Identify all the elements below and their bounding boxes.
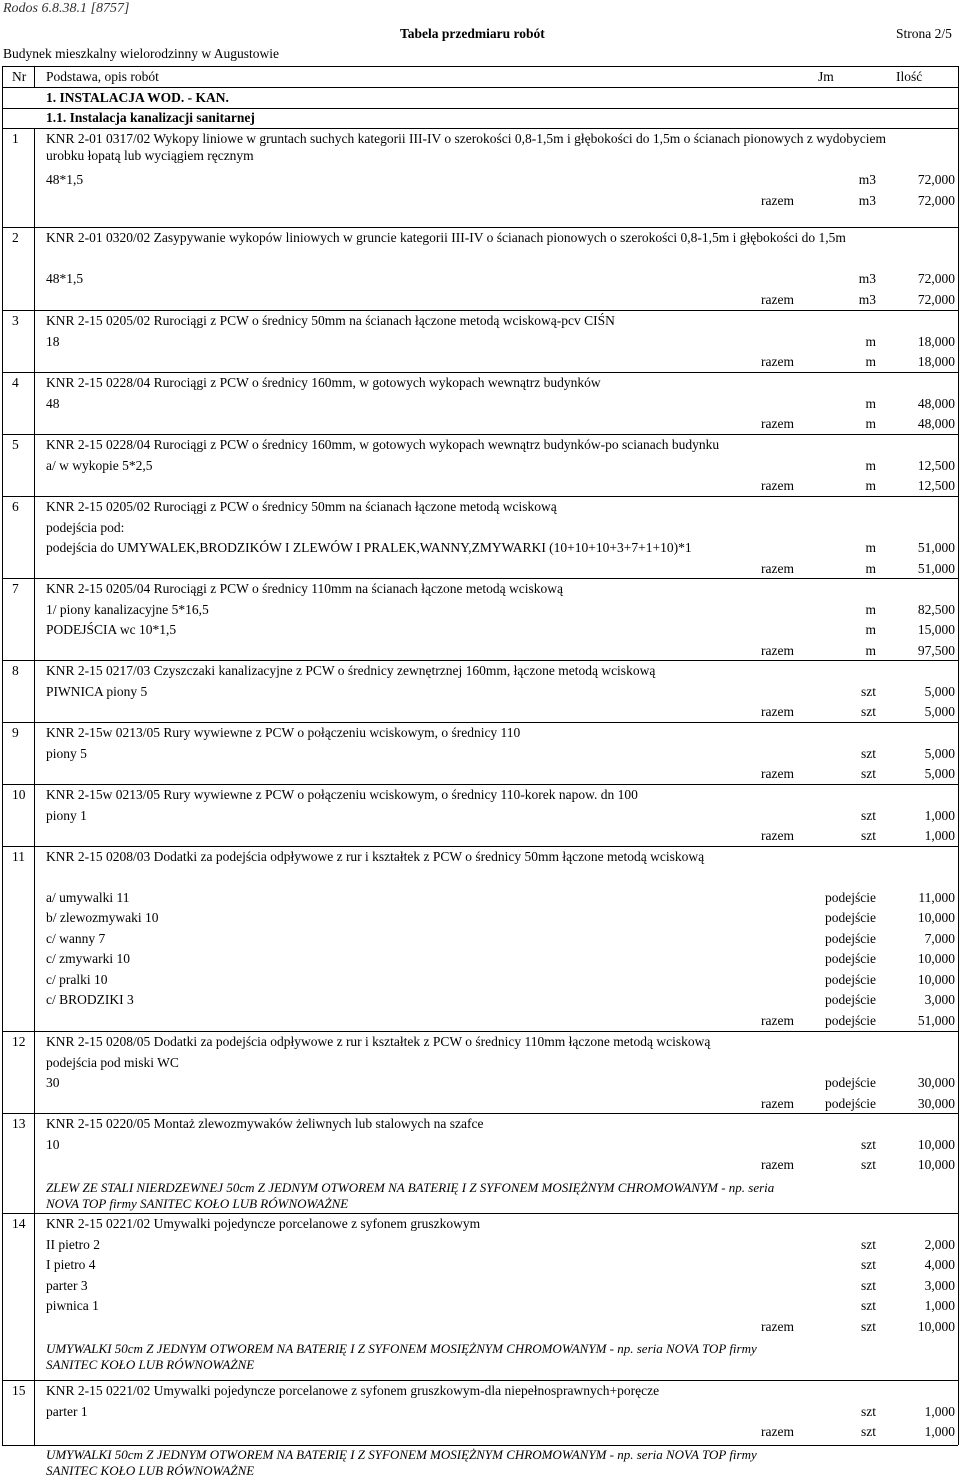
measurement-unit: podejście <box>825 992 876 1007</box>
measurement-line: 18 <box>46 333 60 349</box>
total-unit: podejście <box>825 1012 876 1028</box>
item-description: KNR 2-15 0208/03 Dodatki za podejścia odpływowe z rur i kształtek z PCW o średnicy 50mm łączone metodą wciskową <box>46 849 705 864</box>
building-name: Budynek mieszkalny wielorodzinny w Augustowie <box>3 46 279 61</box>
measurement-qty: 48,000 <box>917 395 955 411</box>
section-heading: 1. INSTALACJA WOD. - KAN. <box>46 90 229 105</box>
item-description: KNR 2-01 0320/02 Zasypywanie wykopów liniowych w gruncie kategorii III-IV o ścianach pionowych o szerokości 0,8-1,5m i głębokości do 1,5m <box>46 230 846 245</box>
item-divider <box>2 1031 958 1032</box>
measurement-unit: m3 <box>858 172 876 187</box>
measurement-unit: szt <box>861 683 876 699</box>
total-unit: m <box>865 416 876 431</box>
measurement-line: podejścia pod miski WC <box>46 1054 179 1070</box>
measurement-qty: 3,000 <box>924 1277 955 1293</box>
item-description: KNR 2-15 0208/05 Dodatki za podejścia odpływowe z rur i kształtek z PCW o średnicy 110mm łączone metodą wciskową <box>46 1034 711 1049</box>
measurement-unit: szt <box>861 1403 876 1419</box>
measurement-unit: podejście <box>825 930 876 946</box>
app-label: Rodos 6.8.38.1 [8757] <box>3 1 130 16</box>
total-label: razem <box>761 1318 794 1334</box>
measurement-unit: szt <box>861 1257 876 1272</box>
item-number: 2 <box>12 230 19 245</box>
total-unit: m3 <box>858 291 876 307</box>
measurement-line: 48*1,5 <box>46 271 84 286</box>
total-unit: szt <box>861 704 876 719</box>
item-number: 1 <box>12 131 19 146</box>
header-bottom-border <box>2 87 958 88</box>
total-unit: szt <box>861 1157 876 1172</box>
measurement-unit: m <box>865 457 876 473</box>
total-qty: 10,000 <box>917 1157 955 1172</box>
page-number: Strona 2/5 <box>896 26 952 41</box>
measurement-line: PIWNICA piony 5 <box>46 683 148 699</box>
item-divider <box>2 1113 958 1114</box>
item-divider <box>2 722 958 723</box>
item-description: KNR 2-01 0317/02 Wykopy liniowe w gruntach suchych kategorii III-IV o szerokości 0,8-1,5m i głębokości do 1,5m o ścianach pionowych z wydobyciem urobku łopatą lub wyciągiem ręcznym <box>46 131 887 163</box>
measurement-qty: 4,000 <box>924 1257 955 1272</box>
total-unit: m <box>865 354 876 369</box>
measurement-unit: m <box>865 622 876 637</box>
item-description: KNR 2-15w 0213/05 Rury wywiewne z PCW o połączeniu wciskowym, o średnicy 110 <box>46 725 521 740</box>
total-label: razem <box>761 560 794 576</box>
measurement-line: piwnica 1 <box>46 1298 99 1313</box>
measurement-line: a/ umywalki 11 <box>46 889 130 905</box>
total-qty: 12,500 <box>917 478 955 493</box>
item-divider <box>2 310 958 311</box>
total-unit: szt <box>861 1424 876 1439</box>
measurement-unit: m <box>865 540 876 555</box>
item-number: 14 <box>12 1216 26 1231</box>
measurement-unit: podejście <box>825 971 876 987</box>
measurement-line: piony 5 <box>46 745 87 761</box>
measurement-qty: 10,000 <box>917 971 955 987</box>
total-qty: 1,000 <box>924 1424 955 1439</box>
measurement-qty: 30,000 <box>917 1075 955 1090</box>
section-divider <box>2 128 958 129</box>
measurement-qty: 5,000 <box>924 745 955 761</box>
item-description: KNR 2-15 0228/04 Rurociągi z PCW o średnicy 160mm, w gotowych wykopach wewnątrz budynków-po scianach budynku <box>46 437 720 452</box>
item-description: KNR 2-15 0217/03 Czyszczaki kanalizacyjne z PCW o średnicy zewnętrznej 160mm, łączone metodą wciskową <box>46 663 656 678</box>
item-number: 6 <box>12 499 19 514</box>
measurement-qty: 5,000 <box>924 683 955 699</box>
item-number: 5 <box>12 437 19 452</box>
measurement-line: 1/ piony kanalizacyjne 5*16,5 <box>46 601 209 617</box>
total-label: razem <box>761 828 794 843</box>
total-label: razem <box>761 478 794 493</box>
measurement-line: c/ pralki 10 <box>46 971 108 987</box>
column-header-nr: Nr <box>12 69 27 84</box>
measurement-unit: podejście <box>825 910 876 925</box>
item-number: 15 <box>12 1383 26 1398</box>
total-unit: m3 <box>858 192 876 208</box>
total-unit: szt <box>861 766 876 781</box>
measurement-line: a/ w wykopie 5*2,5 <box>46 457 153 473</box>
measurement-qty: 1,000 <box>924 807 955 823</box>
measurement-unit: szt <box>861 1236 876 1252</box>
total-label: razem <box>761 192 794 208</box>
item-divider <box>2 1380 958 1381</box>
column-header-unit: Jm <box>818 69 834 84</box>
item-description: KNR 2-15 0221/02 Umywalki pojedyncze porcelanowe z syfonem gruszkowym <box>46 1216 481 1231</box>
measurement-qty: 82,500 <box>917 601 955 617</box>
measurement-unit: m <box>865 601 876 617</box>
total-unit: podejście <box>825 1095 876 1111</box>
measurement-unit: m <box>865 395 876 411</box>
measurement-qty: 10,000 <box>917 1136 955 1152</box>
measurement-qty: 2,000 <box>924 1236 955 1252</box>
measurement-line: b/ zlewozmywaki 10 <box>46 910 159 925</box>
item-divider <box>2 784 958 785</box>
measurement-qty: 7,000 <box>924 930 955 946</box>
total-qty: 30,000 <box>917 1095 955 1111</box>
total-label: razem <box>761 1095 794 1111</box>
measurement-unit: szt <box>861 745 876 761</box>
total-label: razem <box>761 1424 794 1439</box>
total-label: razem <box>761 354 794 369</box>
total-label: razem <box>761 291 794 307</box>
total-qty: 5,000 <box>924 766 955 781</box>
total-qty: 18,000 <box>917 354 955 369</box>
total-qty: 51,000 <box>917 1012 955 1028</box>
item-description: KNR 2-15 0221/02 Umywalki pojedyncze porcelanowe z syfonem gruszkowym-dla niepełnosprawnych+poręcze <box>46 1383 660 1398</box>
measurement-unit: szt <box>861 807 876 823</box>
item-number: 7 <box>12 581 19 596</box>
total-qty: 72,000 <box>917 192 955 208</box>
item-divider <box>2 227 958 228</box>
total-unit: szt <box>861 828 876 843</box>
item-divider <box>2 1213 958 1214</box>
item-number: 4 <box>12 375 19 390</box>
total-label: razem <box>761 416 794 431</box>
item-number: 11 <box>12 849 25 864</box>
measurement-qty: 10,000 <box>917 910 955 925</box>
measurement-line: c/ BRODZIKI 3 <box>46 992 134 1007</box>
total-label: razem <box>761 642 794 658</box>
column-header-desc: Podstawa, opis robót <box>46 69 159 84</box>
total-label: razem <box>761 704 794 719</box>
measurement-line: II pietro 2 <box>46 1236 100 1252</box>
measurement-unit: podejście <box>825 889 876 905</box>
section-heading: 1.1. Instalacja kanalizacji sanitarnej <box>46 110 255 125</box>
measurement-qty: 1,000 <box>924 1403 955 1419</box>
total-qty: 51,000 <box>917 560 955 576</box>
measurement-unit: szt <box>861 1298 876 1313</box>
total-qty: 1,000 <box>924 828 955 843</box>
item-divider <box>2 434 958 435</box>
measurement-unit: szt <box>861 1277 876 1293</box>
measurement-line: 48 <box>46 395 60 411</box>
measurement-line: podejścia pod: <box>46 519 125 535</box>
item-divider <box>2 372 958 373</box>
measurement-qty: 72,000 <box>917 271 955 286</box>
total-qty: 10,000 <box>917 1318 955 1334</box>
measurement-line: podejścia do UMYWALEK,BRODZIKÓW I ZLEWÓW I PRALEK,WANNY,ZMYWARKI (10+10+10+3+7+1+10)*1 <box>46 540 692 555</box>
total-unit: m <box>865 478 876 493</box>
column-header-qty: Ilość <box>896 69 923 84</box>
measurement-unit: m <box>865 333 876 349</box>
item-note: ZLEW ZE STALI NIERDZEWNEJ 50cm Z JEDNYM OTWOREM NA BATERIĘ I Z SYFONEM MOSIĘŻNYM CHROMOWANYM - np. seria NOVA TOP firmy SANITEC KOŁO LUB RÓWNOWAŻNE <box>46 1179 775 1211</box>
item-description: KNR 2-15w 0213/05 Rury wywiewne z PCW o połączeniu wciskowym, o średnicy 110-korek napow. dn 100 <box>46 787 638 802</box>
item-number: 9 <box>12 725 19 740</box>
total-qty: 97,500 <box>917 642 955 658</box>
item-description: KNR 2-15 0205/02 Rurociągi z PCW o średnicy 50mm na ścianach łączone metodą wciskową <box>46 499 557 514</box>
item-note: UMYWALKI 50cm Z JEDNYM OTWOREM NA BATERIĘ I Z SYFONEM MOSIĘŻNYM CHROMOWANYM - np. seria NOVA TOP firmy SANITEC KOŁO LUB RÓWNOWAŻNE <box>46 1341 757 1372</box>
item-number: 13 <box>12 1116 26 1131</box>
measurement-line: c/ wanny 7 <box>46 930 106 946</box>
total-label: razem <box>761 1157 794 1172</box>
measurement-unit: podejście <box>825 951 876 966</box>
item-description: KNR 2-15 0220/05 Montaż zlewozmywaków żeliwnych lub stalowych na szafce <box>46 1116 484 1131</box>
measurement-qty: 1,000 <box>924 1298 955 1313</box>
item-number: 3 <box>12 313 19 328</box>
total-qty: 48,000 <box>917 416 955 431</box>
total-unit: szt <box>861 1318 876 1334</box>
item-note: UMYWALKI 50cm Z JEDNYM OTWOREM NA BATERIĘ I Z SYFONEM MOSIĘŻNYM CHROMOWANYM - np. seria NOVA TOP firmy SANITEC KOŁO LUB RÓWNOWAŻNE <box>46 1446 757 1478</box>
measurement-qty: 72,000 <box>917 172 955 187</box>
measurement-line: PODEJŚCIA wc 10*1,5 <box>46 622 177 637</box>
item-divider <box>2 660 958 661</box>
measurement-unit: szt <box>861 1136 876 1152</box>
item-description: KNR 2-15 0205/04 Rurociągi z PCW o średnicy 110mm na ścianach łączone metodą wciskową <box>46 581 564 596</box>
item-number: 12 <box>12 1034 26 1049</box>
measurement-unit: m3 <box>858 271 876 286</box>
measurement-line: parter 1 <box>46 1403 88 1419</box>
measurement-line: 10 <box>46 1136 60 1152</box>
measurement-qty: 3,000 <box>924 992 955 1007</box>
measurement-line: piony 1 <box>46 807 87 823</box>
item-divider <box>2 496 958 497</box>
measurement-qty: 51,000 <box>917 540 955 555</box>
table-top-border <box>2 66 958 67</box>
item-divider <box>2 578 958 579</box>
item-number: 8 <box>12 663 19 678</box>
measurement-line: 48*1,5 <box>46 172 84 187</box>
measurement-qty: 18,000 <box>917 333 955 349</box>
item-divider <box>2 846 958 847</box>
item-description: KNR 2-15 0228/04 Rurociągi z PCW o średnicy 160mm, w gotowych wykopach wewnątrz budynków <box>46 375 601 390</box>
measurement-qty: 15,000 <box>917 622 955 637</box>
document-title: Tabela przedmiaru robót <box>400 26 545 41</box>
total-label: razem <box>761 1012 794 1028</box>
total-qty: 5,000 <box>924 704 955 719</box>
total-unit: m <box>865 642 876 658</box>
total-qty: 72,000 <box>917 291 955 307</box>
measurement-qty: 12,500 <box>917 457 955 473</box>
measurement-line: c/ zmywarki 10 <box>46 951 130 966</box>
measurement-line: parter 3 <box>46 1277 88 1293</box>
total-label: razem <box>761 766 794 781</box>
table-right-border <box>958 66 959 1445</box>
table-left-border <box>2 66 3 1445</box>
column-divider <box>34 128 35 1445</box>
measurement-qty: 10,000 <box>917 951 955 966</box>
total-unit: m <box>865 560 876 576</box>
column-divider <box>34 66 35 88</box>
measurement-line: I pietro 4 <box>46 1257 96 1272</box>
measurement-unit: podejście <box>825 1075 876 1090</box>
item-description: KNR 2-15 0205/02 Rurociągi z PCW o średnicy 50mm na ścianach łączone metodą wciskową-pcv CIŚN <box>46 313 615 328</box>
table-bottom-border <box>2 1445 958 1446</box>
measurement-line: 30 <box>46 1075 60 1090</box>
measurement-qty: 11,000 <box>918 889 955 905</box>
item-number: 10 <box>12 787 26 802</box>
